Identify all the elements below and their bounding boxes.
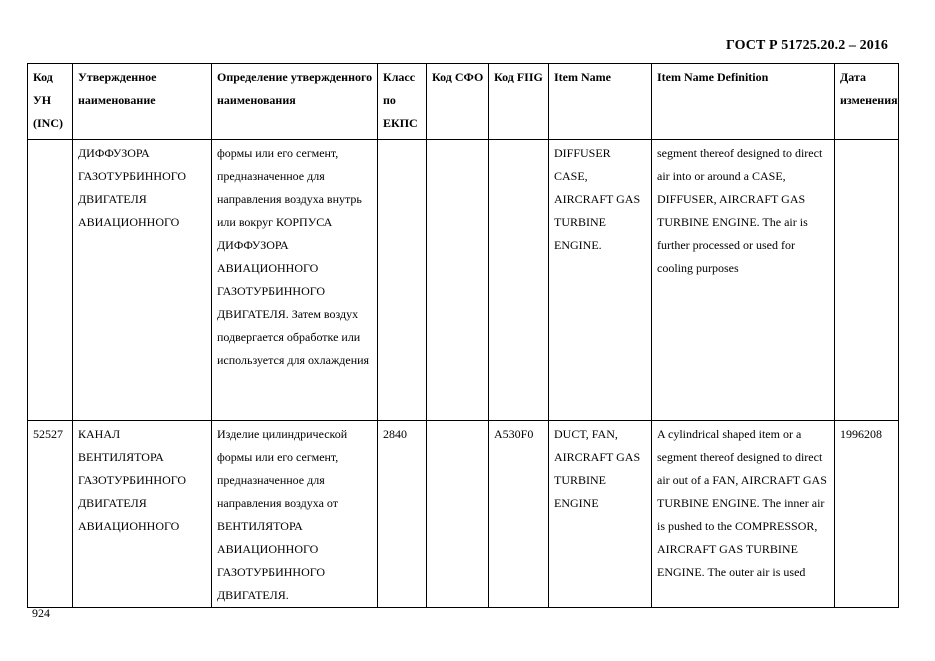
cell-fiig	[489, 140, 549, 421]
table-row	[28, 140, 899, 421]
cell-class	[378, 140, 427, 421]
standard-number: ГОСТ Р 51725.20.2 – 2016	[725, 38, 888, 53]
cell-date: 1996208	[835, 421, 899, 608]
header-date: Дата изменения	[835, 64, 899, 140]
cell-item-name: DIFFUSER CASE, AIRCRAFT GAS TURBINE ENGINE.	[549, 140, 652, 421]
header-definition: Определение утвержденного наименования	[212, 64, 378, 140]
cell-date	[835, 140, 899, 421]
table-row	[28, 421, 899, 608]
cell-inc	[28, 140, 73, 421]
cell-inc: 52527	[28, 421, 73, 608]
header-class: Класс по ЕКПС	[378, 64, 427, 140]
cell-class: 2840	[378, 421, 427, 608]
header-fiig: Код FIIG	[489, 64, 549, 140]
cell-sfo	[427, 421, 489, 608]
cell-definition: Изделие цилиндрической формы или его сегмент, предназначенное для направления воздуха от ВЕНТИЛЯТОРА АВИАЦИОННОГО ГАЗОТУРБИННОГО ДВИГАТЕЛЯ.	[212, 421, 378, 608]
cell-sfo	[427, 140, 489, 421]
table-header-row	[28, 64, 899, 140]
cell-approved-name: ДИФФУЗОРА ГАЗОТУРБИННОГО ДВИГАТЕЛЯ АВИАЦИОННОГО	[73, 140, 212, 421]
cell-item-definition: segment thereof designed to direct air into or around a CASE, DIFFUSER, AIRCRAFT GAS TURBINE ENGINE. The air is further processed or used for cooling purposes	[652, 140, 835, 421]
cell-approved-name: КАНАЛ ВЕНТИЛЯТОРА ГАЗОТУРБИННОГО ДВИГАТЕЛЯ АВИАЦИОННОГО	[73, 421, 212, 608]
header-item-name: Item Name	[549, 64, 652, 140]
catalog-table	[27, 63, 899, 608]
cell-fiig: A530F0	[489, 421, 549, 608]
header-item-definition: Item Name Definition	[652, 64, 835, 140]
cell-definition: формы или его сегмент, предназначенное для направления воздуха внутрь или вокруг КОРПУСА ДИФФУЗОРА АВИАЦИОННОГО ГАЗОТУРБИННОГО ДВИГАТЕЛЯ. Затем воздух подвергается обработке или используется для охлаждения	[212, 140, 378, 421]
header-approved-name: Утвержденное наименование	[73, 64, 212, 140]
cell-item-definition: A cylindrical shaped item or a segment thereof designed to direct air out of a FAN, AIRCRAFT GAS TURBINE ENGINE. The inner air is pushed to the COMPRESSOR, AIRCRAFT GAS TURBINE ENGINE. The outer air is used	[652, 421, 835, 608]
cell-item-name: DUCT, FAN, AIRCRAFT GAS TURBINE ENGINE	[549, 421, 652, 608]
page-number: 924	[32, 606, 50, 620]
header-sfo: Код СФО	[427, 64, 489, 140]
header-inc: Код УН (INC)	[28, 64, 73, 140]
